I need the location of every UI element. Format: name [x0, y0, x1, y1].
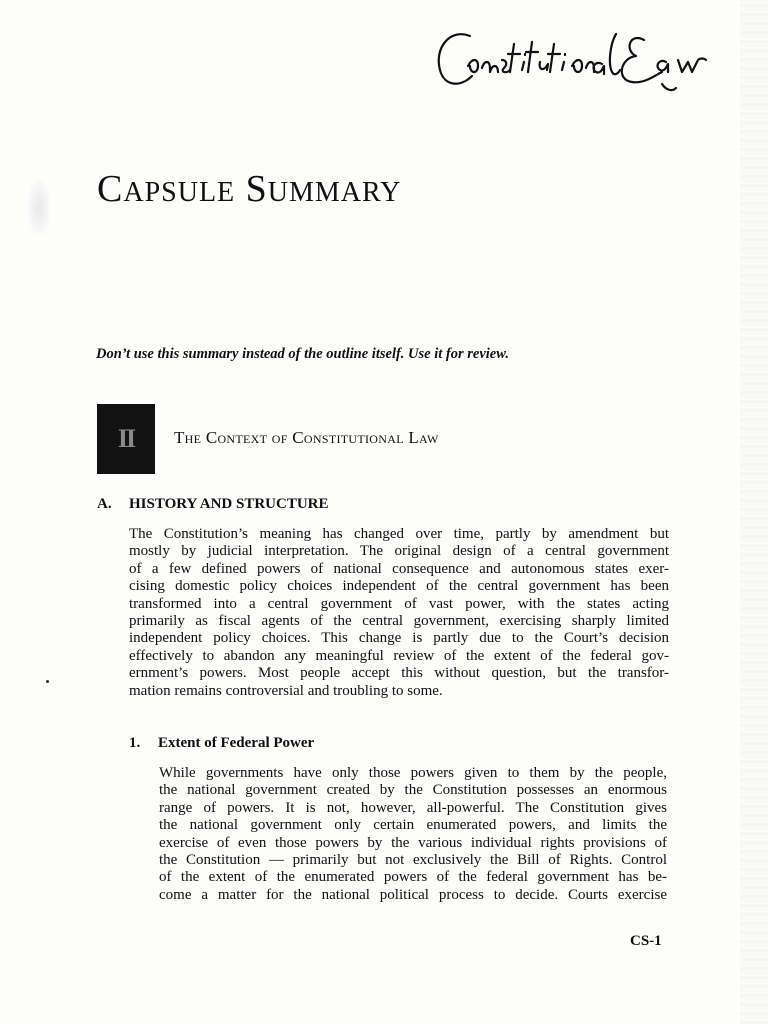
scan-smudge	[28, 180, 50, 235]
title-rest-1: APSULE	[123, 177, 236, 209]
paragraph-line: transformed into a central government of vast power, with the states acting	[129, 595, 669, 612]
section-label: A.	[97, 496, 112, 512]
paragraph-line: The Constitution’s meaning has changed over time, partly by amendment but	[129, 526, 669, 542]
paragraph-line: the national government only certain enumerated powers, and limits the	[159, 817, 667, 834]
paragraph-line: independent policy choices. This change is partly due to the Court’s decision	[129, 630, 669, 647]
page-number: CS-1	[630, 933, 662, 949]
paragraph-line: While governments have only those powers given to them by the people,	[159, 765, 667, 781]
page-title	[97, 167, 401, 211]
handwritten-annotation	[430, 14, 750, 104]
section-heading	[97, 496, 329, 513]
paragraph-line: of the extent of the enumerated powers of the federal government has be-	[159, 869, 667, 886]
scan-edge-noise	[740, 0, 768, 1024]
title-cap-1: C	[97, 168, 124, 211]
paragraph-line: mostly by judicial interpretation. The original design of a central government	[129, 543, 669, 560]
paragraph-line: effectively to abandon any meaningful review of the extent of the federal gov-	[129, 647, 669, 664]
section-heading-text: HISTORY AND STRUCTURE	[129, 496, 329, 512]
paragraph-line: come a matter for the national political process to decide. Courts exercise	[159, 886, 667, 903]
chapter-number: II	[117, 424, 135, 453]
paragraph-line: the national government created by the Constitution possesses an enormous	[159, 782, 667, 799]
title-rest-2: UMMARY	[267, 177, 402, 209]
subsection-paragraph	[159, 765, 667, 904]
scan-dot	[46, 680, 49, 683]
paragraph-line: of a few defined powers of national consequence and autonomous states exer-	[129, 560, 669, 577]
chapter-number-badge	[97, 404, 155, 474]
chapter-title: The Context of Constitutional Law	[174, 428, 439, 447]
section-paragraph	[129, 526, 669, 700]
paragraph-line: mation remains controversial and troubling to some.	[129, 682, 443, 699]
paragraph-line: ernment’s powers. Most people accept this without question, but the transfor-	[129, 665, 669, 682]
advisory-note: Don’t use this summary instead of the outline itself. Use it for review.	[96, 346, 509, 362]
paragraph-line: range of powers. It is not, however, all-powerful. The Constitution gives	[159, 799, 667, 816]
paragraph-line: primarily as fiscal agents of the central government, exercising sharply limited	[129, 613, 669, 630]
subsection-label: 1.	[129, 735, 141, 751]
paragraph-line: exercise of even those powers by the various individual rights provisions of	[159, 834, 667, 851]
title-cap-2: S	[245, 168, 268, 211]
paragraph-line: cising domestic policy choices independent of the central government has been	[129, 578, 669, 595]
subsection-heading-text: Extent of Federal Power	[158, 735, 315, 751]
subsection-heading	[129, 735, 314, 752]
paragraph-line: the Constitution — primarily but not exclusively the Bill of Rights. Control	[159, 852, 667, 869]
